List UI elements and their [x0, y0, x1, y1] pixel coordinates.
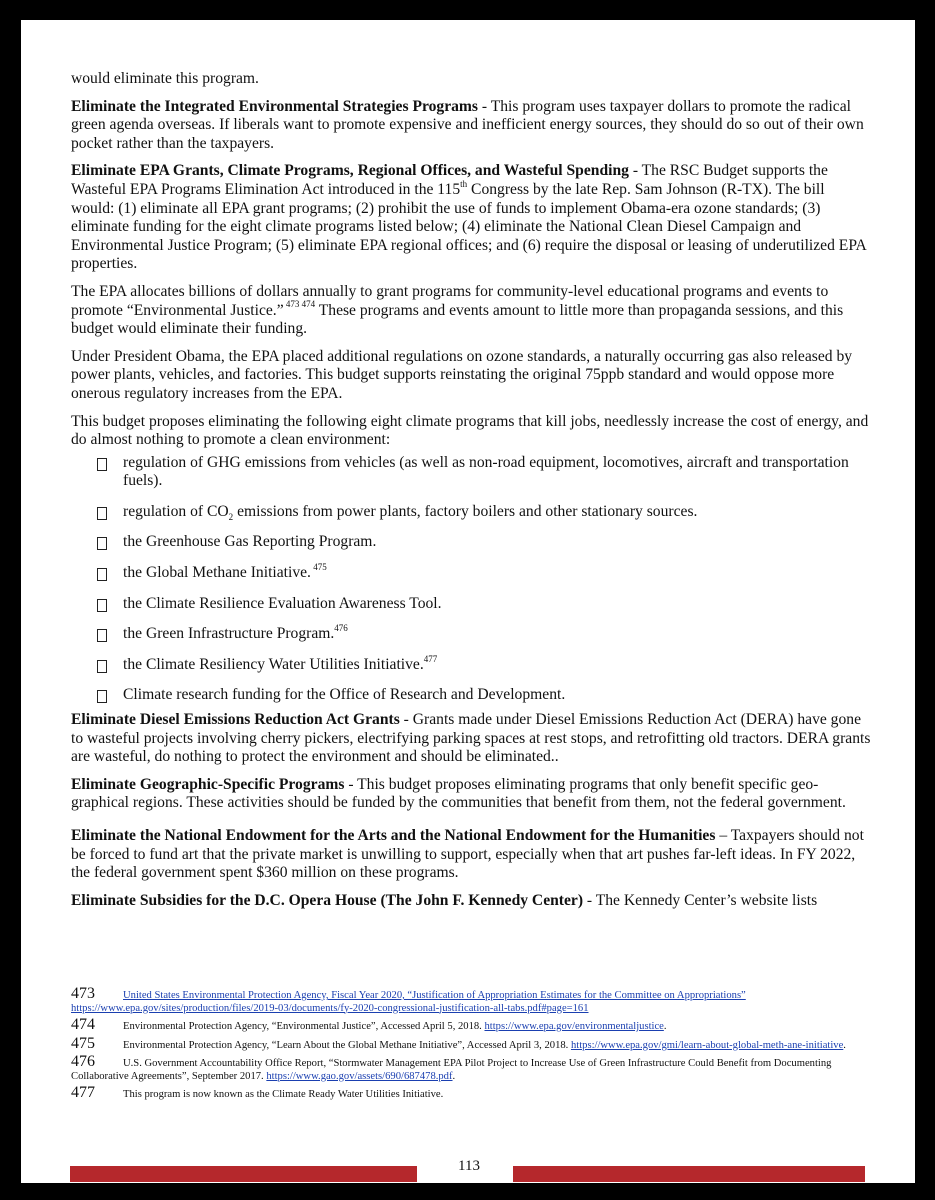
- footnote-476: [71, 1053, 871, 1083]
- list-item: [71, 503, 871, 522]
- footnote-ref[interactable]: 473 474: [283, 299, 316, 310]
- paragraph: [71, 162, 871, 274]
- climate-program-list: [71, 454, 871, 705]
- checkbox-glyph-icon: [97, 660, 107, 673]
- paragraph-text: - The Kennedy Center’s website lists: [583, 891, 818, 909]
- checkbox-glyph-icon: [97, 690, 107, 703]
- footnote-link[interactable]: United States Environmental Protection Agency, Fiscal Year 2020, “Justification of Appropriation Estimates for the Committee on Appropriations” https://www.epa.gov/sites/production/files/2019-03/documents/fy-2020-congressional-justification-all-tabs.pdf#page=161: [71, 990, 746, 1014]
- paragraph-text: - Grants made under Diesel Emissions Reduction Act (DERA) have gone to wasteful projects involving cherry pickers, electrifying parking spaces at rest stops, and retrofitting old tractors. DERA grants are wasteful, do nothing to protect the environment and should be eliminated..: [71, 711, 871, 766]
- checkbox-glyph-icon: [97, 507, 107, 520]
- superscript: th: [460, 178, 468, 189]
- footnotes: [71, 985, 871, 1106]
- footnote-474: [71, 1016, 871, 1034]
- checkbox-glyph-icon: [97, 629, 107, 642]
- footnote-link[interactable]: https://www.epa.gov/gmi/learn-about-global-meth-ane-initiative: [570, 1039, 844, 1051]
- section-heading: Eliminate the National Endowment for the Arts and the National Endowment for the Humanities: [71, 827, 716, 844]
- paragraph: [71, 348, 871, 404]
- list-item-text: Climate research funding for the Office of Research and Development.: [123, 686, 566, 704]
- footnote-text: Environmental Protection Agency, “Environmental Justice”, Accessed April 5, 2018.: [123, 1021, 485, 1032]
- list-item-text: the Climate Resilience Evaluation Awareness Tool.: [123, 594, 442, 612]
- list-item-text: regulation of CO: [123, 502, 229, 520]
- footnote-link[interactable]: https://www.epa.gov/environmentaljustice: [484, 1021, 664, 1032]
- footnote-text: U.S. Government Accountability Office Report, “Stormwater Management EPA Pilot Project to Increase Use of Green Infrastructure Could Benefit from Documenting Collaborative Agreements”, September 2017.: [71, 1058, 832, 1082]
- document-page: [21, 20, 915, 1183]
- footnote-477: [71, 1084, 871, 1102]
- paragraph: [71, 827, 871, 883]
- paragraph: [71, 711, 871, 767]
- list-item: [71, 533, 871, 552]
- footnote-475: [71, 1034, 871, 1053]
- paragraph-text: would eliminate this program.: [71, 70, 259, 87]
- checkbox-glyph-icon: [97, 599, 107, 612]
- paragraph: [71, 70, 871, 89]
- page-number: 113: [458, 1158, 480, 1174]
- subscript: 2: [228, 511, 234, 522]
- footnote-number: 473: [71, 985, 95, 1002]
- paragraph: [71, 892, 871, 911]
- body-text: [71, 70, 871, 919]
- paragraph: [71, 776, 871, 813]
- paragraph-text: - This budget proposes eliminating programs that only benefit specific geographical regions. These activities should be funded by the communities that benefit from them, not the federal government.: [71, 775, 846, 812]
- list-item: [71, 653, 871, 675]
- list-item-text: the Green Infrastructure Program.: [123, 625, 335, 643]
- paragraph-text: This budget proposes eliminating the following eight climate programs that kill jobs, needlessly increase the cost of energy, and do almost nothing to promote a clean environment:: [71, 412, 869, 449]
- footnote-text: .: [452, 1070, 456, 1082]
- paragraph-text: - The RSC Budget supports the Wasteful EPA Programs Elimination Act introduced in the 115: [71, 162, 828, 198]
- checkbox-glyph-icon: [97, 568, 107, 581]
- footnote-text: .: [663, 1021, 667, 1032]
- paragraph-text: Under President Obama, the EPA placed additional regulations on ozone standards, a naturally occurring gas also released by power plants, vehicles, and factories. This budget supports reinstating the original 75ppb standard and would oppose more onerous regulatory increases from the EPA.: [71, 347, 853, 402]
- list-item-text: the Climate Resiliency Water Utilities Initiative.: [123, 655, 424, 673]
- footnote-number: 476: [71, 1053, 95, 1070]
- footnote-number: 477: [71, 1084, 95, 1101]
- paragraph-text: – Taxpayers should not be forced to fund art that the private market is unwilling to support, especially when that art pushes far-left ideas. In FY 2022, the federal government spent $360 million on these programs.: [71, 827, 864, 882]
- footnote-text: This program is now known as the Climate Ready Water Utilities Initiative.: [123, 1089, 444, 1100]
- list-item-text: regulation of GHG emissions from vehicles (as well as non-road equipment, locomotives, aircraft and transportation fuels).: [123, 453, 849, 490]
- footnote-link[interactable]: https://www.gao.gov/assets/690/687478.pdf: [266, 1070, 453, 1082]
- list-item: [71, 686, 871, 705]
- paragraph-text: The EPA allocates billions of dollars annually to grant programs for community-level educational programs and events to promote “Environmental Justice.”: [71, 282, 829, 319]
- list-item-text: the Greenhouse Gas Reporting Program.: [123, 533, 377, 551]
- list-item: [71, 561, 871, 583]
- section-heading: Eliminate Subsidies for the D.C. Opera House (The John F. Kennedy Center): [71, 891, 584, 909]
- checkbox-glyph-icon: [97, 458, 107, 471]
- list-item-text: emissions from power plants, factory boilers and other stationary sources.: [233, 502, 698, 520]
- paragraph-text: These programs and events amount to little more than propaganda sessions, and this budget would eliminate their funding.: [71, 301, 844, 338]
- footnote-text: .: [843, 1039, 846, 1051]
- section-heading: Eliminate Diesel Emissions Reduction Act Grants: [71, 711, 400, 729]
- checkbox-glyph-icon: [97, 537, 107, 550]
- paragraph-text: - This program uses taxpayer dollars to promote the radical green agenda overseas. If liberals want to promote expensive and inefficient energy sources, they should do so out of their own pocket rather than the taxpayers.: [71, 97, 864, 152]
- footnote-ref[interactable]: 477: [423, 653, 438, 664]
- paragraph: [71, 98, 871, 154]
- footnote-text: Environmental Protection Agency, “Learn About the Global Methane Initiative”, Accessed April 3, 2018.: [123, 1039, 571, 1051]
- section-heading: Eliminate EPA Grants, Climate Programs, Regional Offices, and Wasteful Spending: [71, 162, 629, 180]
- footnote-473: [71, 985, 871, 1015]
- footnote-ref[interactable]: 476: [334, 623, 348, 634]
- paragraph: [71, 283, 871, 339]
- section-heading: Eliminate Geographic-Specific Programs: [71, 775, 345, 793]
- footnote-number: 474: [71, 1016, 95, 1033]
- footnote-number: 475: [71, 1034, 95, 1052]
- list-item-text: the Global Methane Initiative.: [123, 564, 311, 582]
- footer-bar-left: [70, 1166, 417, 1182]
- paragraph: [71, 413, 871, 450]
- list-item: [71, 625, 871, 644]
- paragraph-text: Congress by the late Rep. Sam Johnson (R-TX). The bill would: (1) eliminate all EPA grant programs; (2) prohibit the use of funds to implement Obama-era ozone standards; (3) eliminate funding for the eight climate programs listed below; (4) eliminate the National Clean Diesel Campaign and Environmental Justice Program; (5) eliminate EPA regional offices; and (6) require the disposal or leasing of underutilized EPA properties.: [71, 180, 866, 273]
- list-item: [71, 595, 871, 614]
- list-item: [71, 454, 871, 491]
- section-heading: Eliminate the Integrated Environmental Strategies Programs: [71, 97, 478, 115]
- footer-bar-right: [513, 1166, 865, 1182]
- footnote-ref[interactable]: 475: [310, 561, 327, 572]
